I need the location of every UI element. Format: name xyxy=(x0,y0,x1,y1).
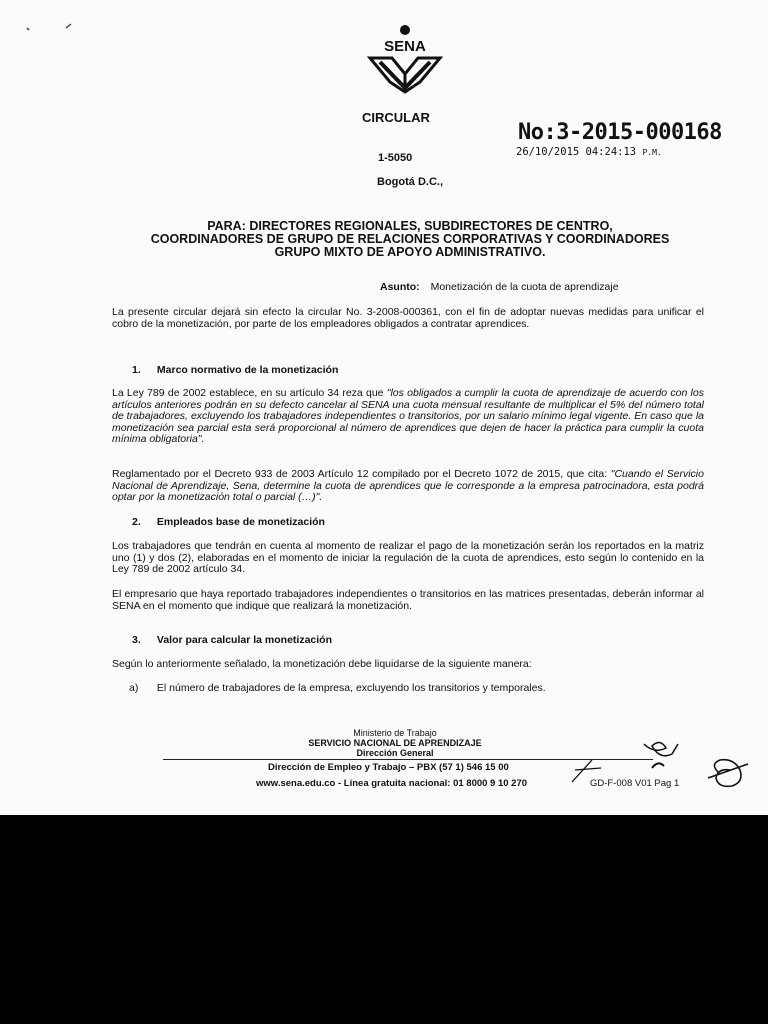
section-2-paragraph-2: El empresario que haya reportado trabajadores independientes o transitorios en las matrices presentadas, deberán informar al SENA en el momento que indique que realizará la monetización. xyxy=(112,588,704,612)
section-1-title: Marco normativo de la monetización xyxy=(156,364,339,376)
footer-service: SERVICIO NACIONAL DE APRENDIZAJE xyxy=(308,738,482,748)
section-2-title: Empleados base de monetización xyxy=(156,516,325,528)
section-2-number: 2. xyxy=(132,516,141,528)
s1-p2-quote: "Cuando el Servicio Nacional de Aprendizaje, Sena, determine la cuota de aprendices que le corresponde a la empresa patrocinadora, esta podrá optar por la monetización total o parcial (…)". xyxy=(112,468,704,504)
reference-datetime-value: 26/10/2015 04:24:13 xyxy=(516,146,637,158)
footer-ministry: Ministerio de Trabajo xyxy=(353,728,437,738)
section-2-paragraph-1: Los trabajadores que tendrán en cuenta al momento de realizar el pago de la monetización serán los reportados en la matriz uno (1) y dos (2), elaboradas en el momento de iniciar la regulación de la cuota de aprendices, esto según lo contenido en la Ley 789 de 2002 artículo 34. xyxy=(112,540,704,576)
recipients-line-3: GRUPO MIXTO DE APOYO ADMINISTRATIVO. xyxy=(274,245,546,259)
subject-value: Monetización de la cuota de aprendizaje xyxy=(430,281,619,293)
footer-form-code: GD-F-008 V01 Pag 1 xyxy=(590,778,680,789)
s1-p2-plain: Reglamentado por el Decreto 933 de 2003 Artículo 12 compilado por el Decreto 1072 de 2015, que cita: xyxy=(112,468,611,480)
recipients-line-1: PARA: DIRECTORES REGIONALES, SUBDIRECTORES DE CENTRO, xyxy=(207,219,613,233)
speck-mark-2 xyxy=(66,24,71,28)
footer-contact: Dirección de Empleo y Trabajo – PBX (57 1) 546 15 00 xyxy=(268,762,509,773)
section-3-paragraph-1: Según lo anteriormente señalado, la monetización debe liquidarse de la siguiente manera: xyxy=(112,658,532,670)
recipients-line-2: COORDINADORES DE GRUPO DE RELACIONES CORPORATIVAS Y COORDINADORES xyxy=(150,232,670,246)
section-1-number: 1. xyxy=(132,364,141,376)
checkmark-scribble xyxy=(572,760,601,782)
initials-signature xyxy=(644,742,678,755)
reference-datetime-suffix: P.M. xyxy=(642,148,662,157)
document-type: CIRCULAR xyxy=(362,110,430,125)
list-item-a-text: El número de trabajadores de la empresa, excluyendo los transitorios y temporales. xyxy=(156,682,546,694)
reference-number: No:3-2015-000168 xyxy=(518,120,722,145)
internal-code: 1-5050 xyxy=(378,152,413,164)
section-3-number: 3. xyxy=(132,634,141,646)
logo-text: SENA xyxy=(384,38,426,55)
speck-mark xyxy=(27,28,29,30)
footer-web: www.sena.edu.co - Línea gratuita nacional: 01 8000 9 10 270 xyxy=(256,778,528,789)
s1-p1-quote: "los obligados a cumplir la cuota de aprendizaje de acuerdo con los artículos anteriores podrán en su defecto cancelar al SENA una cuota mensual resultante de multiplicar el 5% del número total de trabajadores, excluyendo los trabajadores independientes o transitorios, por un salario mínimo legal vigente. En caso que la monetización sea parcial esta será proporcional al número de aprendices que dejen de hacer la práctica para cumplir la cuota mínima obligatoria". xyxy=(112,387,704,446)
list-item-a-label: a) xyxy=(129,682,139,694)
subject-label: Asunto: xyxy=(380,281,420,293)
section-3-title: Valor para calcular la monetización xyxy=(156,634,332,646)
signature-dot xyxy=(652,763,664,768)
city-line: Bogotá D.C., xyxy=(377,176,443,188)
intro-paragraph: La presente circular dejará sin efecto la circular No. 3-2008-000361, con el fin de adoptar nuevas medidas para unificar el cobro de la monetización, por parte de los empleadores obligados a contratar aprendices. xyxy=(112,306,704,330)
s1-p1-plain: La Ley 789 de 2002 establece, en su artículo 34 reza que xyxy=(112,387,387,399)
margin-signature xyxy=(708,760,748,787)
footer-direction: Dirección General xyxy=(356,748,434,758)
